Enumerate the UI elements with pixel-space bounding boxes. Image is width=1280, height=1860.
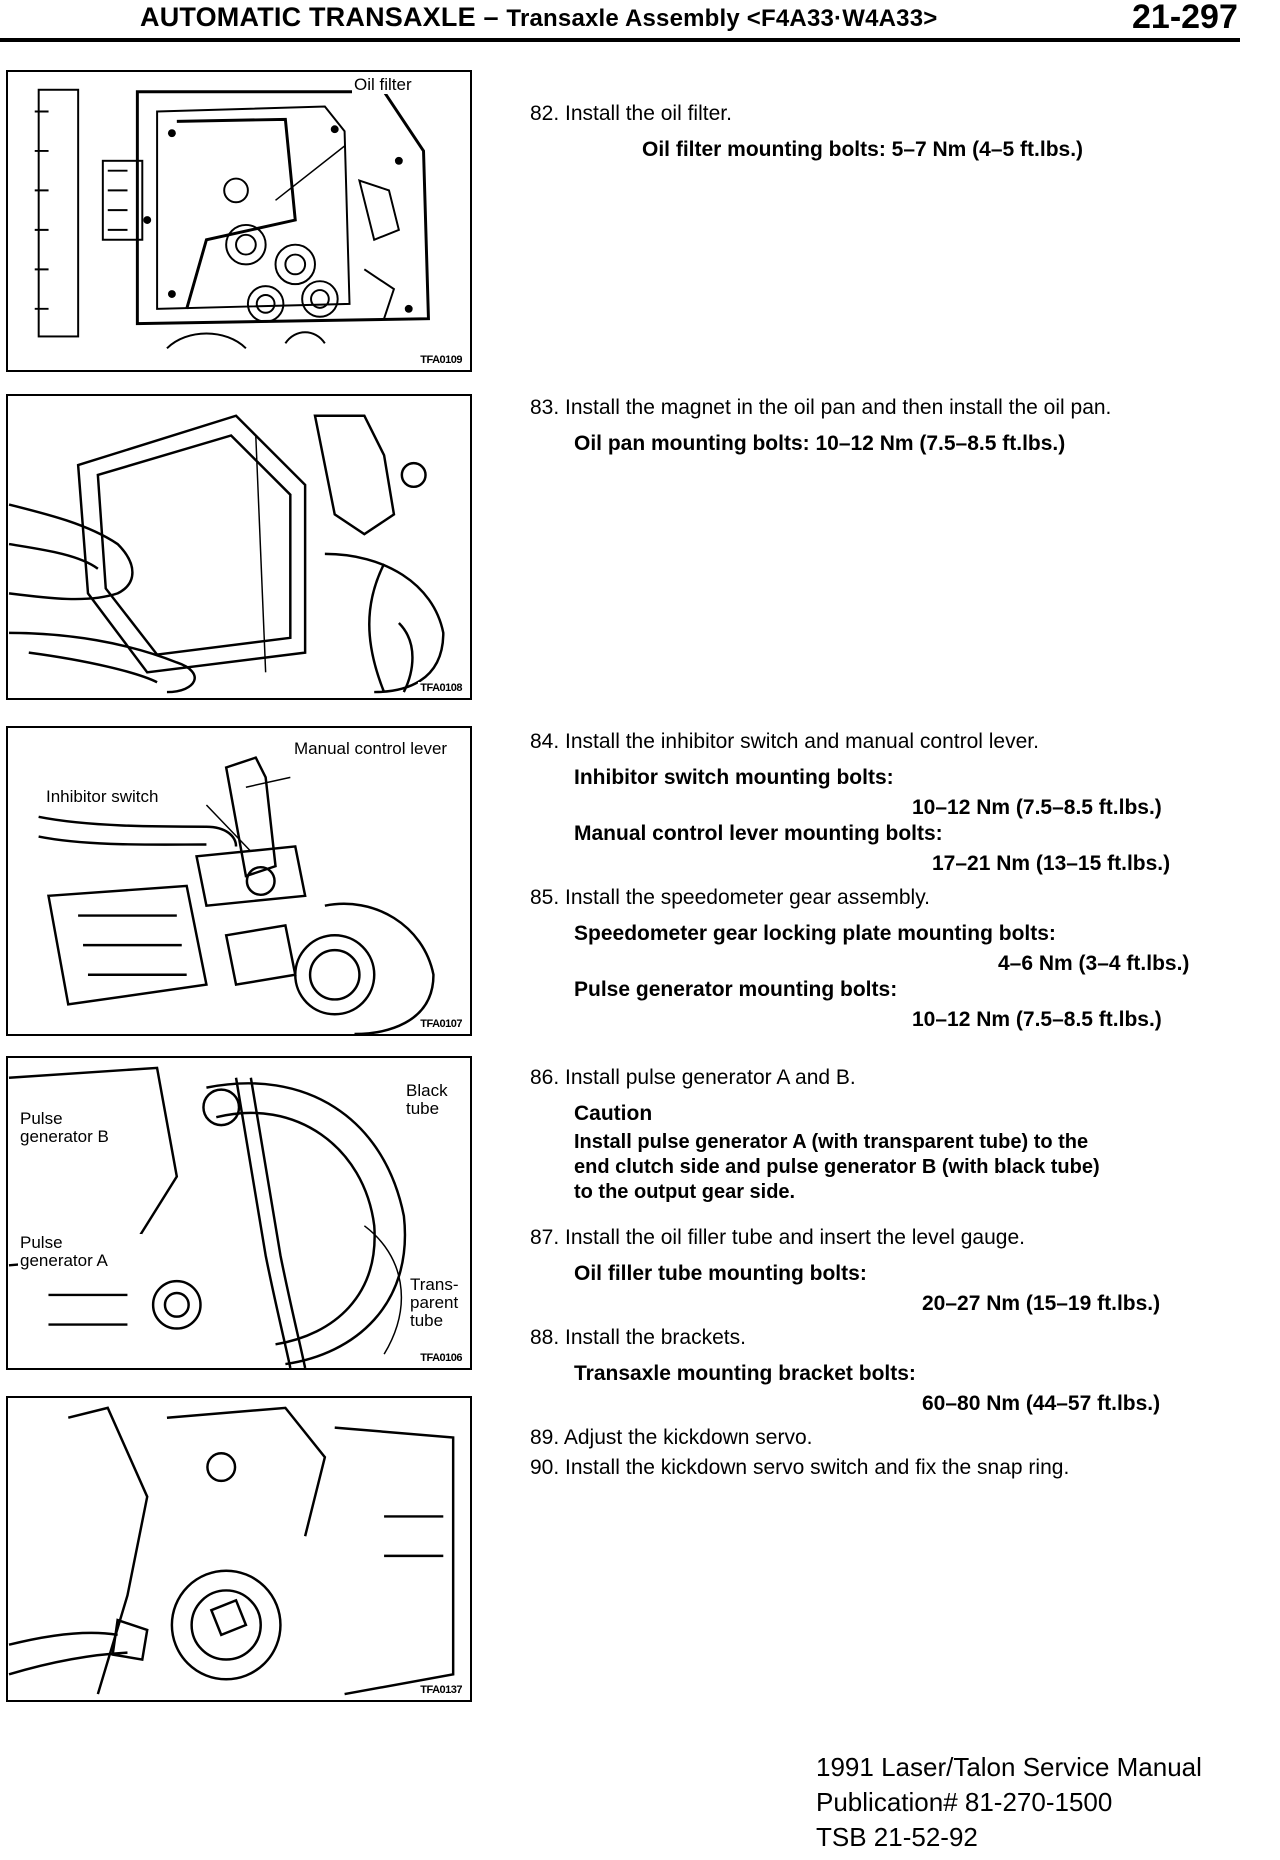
- spec-bracket-bolts-value: 60–80 Nm (44–57 ft.lbs.): [922, 1392, 1161, 1415]
- footer-tsb: TSB 21-52-92: [816, 1822, 978, 1852]
- page-footer: [816, 1750, 1202, 1855]
- spec-speedometer-plate-label: Speedometer gear locking plate mounting bolts:: [574, 922, 1056, 945]
- footer-publication: Publication# 81-270-1500: [816, 1787, 1113, 1817]
- figure-code: TFA0107: [420, 1018, 462, 1030]
- spec-oil-filler-tube-value: 20–27 Nm (15–19 ft.lbs.): [922, 1292, 1161, 1315]
- step-84: 84. Install the inhibitor switch and manual control lever.: [530, 730, 1039, 753]
- header-title-sub: Transaxle Assembly <F4A33·W4A33>: [506, 5, 938, 32]
- step-88: 88. Install the brackets.: [530, 1326, 746, 1349]
- caution-text: Install pulse generator A (with transparent tube) to the end clutch side and pulse generator B (with black tube) to the output gear side.: [574, 1131, 1100, 1203]
- spec-speedometer-plate-value: 4–6 Nm (3–4 ft.lbs.): [998, 952, 1190, 975]
- spec-bracket-bolts-label: Transaxle mounting bracket bolts:: [574, 1362, 916, 1385]
- figure-oil-pan: [6, 394, 472, 700]
- step-82: 82. Install the oil filter.: [530, 102, 732, 125]
- callout-pulse-generator-b: Pulse generator B: [18, 1110, 142, 1146]
- footer-manual-title: 1991 Laser/Talon Service Manual: [816, 1752, 1202, 1782]
- figure-code: TFA0109: [420, 354, 462, 366]
- callout-transparent-tube: Trans-parent tube: [408, 1276, 470, 1330]
- oil-pan-illustration: [8, 396, 470, 698]
- callout-oil-filter: Oil filter: [354, 75, 412, 94]
- spec-manual-lever-label: Manual control lever mounting bolts:: [574, 822, 943, 845]
- spec-pulse-generator-label: Pulse generator mounting bolts:: [574, 978, 898, 1001]
- step-89: 89. Adjust the kickdown servo.: [530, 1426, 813, 1449]
- figure-pulse-generators: [6, 1056, 472, 1370]
- callout-inhibitor-switch: Inhibitor switch: [46, 787, 159, 806]
- spec-pulse-generator-value: 10–12 Nm (7.5–8.5 ft.lbs.): [912, 1008, 1162, 1031]
- step-85: 85. Install the speedometer gear assembly.: [530, 886, 930, 909]
- figure-oil-filter: [6, 70, 472, 372]
- page-number: 21-297: [1132, 0, 1238, 36]
- spec-oil-pan-bolts: Oil pan mounting bolts: 10–12 Nm (7.5–8.5 ft.lbs.): [574, 432, 1066, 455]
- step-86: 86. Install pulse generator A and B.: [530, 1066, 856, 1089]
- spec-oil-filler-tube-label: Oil filler tube mounting bolts:: [574, 1262, 867, 1285]
- header-rule: [0, 38, 1240, 42]
- step-90: 90. Install the kickdown servo switch and fix the snap ring.: [530, 1456, 1070, 1479]
- valve-body-illustration: [8, 72, 470, 370]
- figure-kickdown-servo: [6, 1396, 472, 1702]
- figure-code: TFA0108: [420, 682, 462, 694]
- page-header: [0, 0, 1280, 42]
- figure-code: TFA0106: [420, 1352, 462, 1364]
- kickdown-servo-illustration: [8, 1398, 470, 1700]
- inhibitor-switch-illustration: [8, 728, 470, 1034]
- pulse-generator-illustration: [8, 1058, 470, 1368]
- header-title: [140, 2, 938, 33]
- figure-inhibitor-switch: [6, 726, 472, 1036]
- header-title-main: AUTOMATIC TRANSAXLE –: [140, 2, 499, 32]
- spec-inhibitor-switch-value: 10–12 Nm (7.5–8.5 ft.lbs.): [912, 796, 1162, 819]
- spec-oil-filter-bolts: Oil filter mounting bolts: 5–7 Nm (4–5 ft.lbs.): [642, 138, 1084, 161]
- step-87: 87. Install the oil filler tube and insert the level gauge.: [530, 1226, 1025, 1249]
- spec-manual-lever-value: 17–21 Nm (13–15 ft.lbs.): [932, 852, 1171, 875]
- callout-pulse-generator-a: Pulse generator A: [18, 1234, 142, 1270]
- callout-manual-control-lever: Manual control lever: [294, 739, 448, 758]
- spec-inhibitor-switch-label: Inhibitor switch mounting bolts:: [574, 766, 894, 789]
- figure-code: TFA0137: [420, 1684, 462, 1696]
- caution-title: Caution: [574, 1102, 653, 1125]
- step-83: 83. Install the magnet in the oil pan and then install the oil pan.: [530, 396, 1112, 419]
- callout-black-tube: Black tube: [404, 1082, 468, 1118]
